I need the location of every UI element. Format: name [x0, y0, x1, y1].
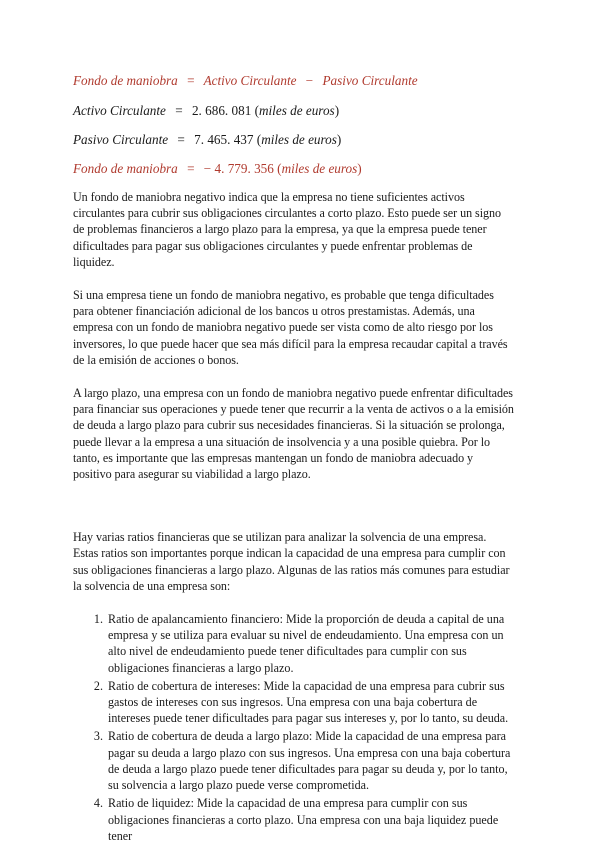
paragraph-negative-working-capital: Un fondo de maniobra negativo indica que la empresa no tiene suficientes activos circulantes para cubrir sus obligaciones circulantes a corto plazo. Esto puede ser un signo de problemas financieros a largo plazo para la empresa, ya que la empresa puede tener dificultades para pagar sus obligaciones circulantes y puede enfrentar problemas de liquidez.: [73, 190, 501, 269]
paragraph-long-term-effects: A largo plazo, una empresa con un fondo de maniobra negativo puede enfrentar dificultades para financiar sus operaciones y puede tener que recurrir a la venta de activos o a la emisión de deuda a largo plazo para cubrir sus necesidades financieras. Si la situación se prolonga, puede llevar a la empresa a una situación de insolvencia y a una posible quiebra. Por lo tanto, es importante que las empresas mantengan un fondo de maniobra adecuado y positivo para asegurar su viabilidad a largo plazo.: [73, 386, 514, 482]
formula-definition: [73, 72, 514, 89]
paragraph-solvency-intro: Hay varias ratios financieras que se utilizan para analizar la solvencia de una empresa. Estas ratios son importantes porque indican la capacidad de una empresa para cumplir con sus obligaciones financieras a largo plazo. Algunas de las ratios más comunes para estudiar la solvencia de una empresa son:: [73, 530, 510, 593]
formula-activo: [73, 102, 514, 119]
equals-sign: =: [175, 103, 183, 118]
result-value: − 4. 779. 356: [203, 161, 274, 176]
list-item: 2. Ratio de cobertura de intereses: Mide la capacidad de una empresa para cubrir sus gastos de intereses con sus ingresos. Una empresa con una baja cobertura de intereses puede tener dificultades para pagar sus intereses y, por lo tanto, su deuda.: [106, 678, 514, 727]
list-item: 4. Ratio de liquidez: Mide la capacidad de una empresa para cumplir con sus obligaciones financieras a corto plazo. Una empresa con una baja liquidez puede tener: [106, 795, 514, 844]
result-unit: (miles de euros): [277, 161, 362, 176]
equals-sign: =: [177, 132, 185, 147]
formula-term-activo: Activo Circulante: [203, 73, 297, 88]
pasivo-label: Pasivo Circulante: [73, 132, 169, 147]
list-item: 1. Ratio de apalancamiento financiero: Mide la proporción de deuda a capital de una empresa y se utiliza para evaluar su nivel de endeudamiento. Una empresa con un alto nivel de endeudamiento puede tener dificultades para cumplir con sus obligaciones financieras a largo plazo.: [106, 611, 514, 676]
formula-term-pasivo: Pasivo Circulante: [322, 73, 418, 88]
activo-label: Activo Circulante: [73, 103, 166, 118]
equals-sign: =: [187, 161, 195, 176]
paragraph-financing-difficulties: Si una empresa tiene un fondo de maniobra negativo, es probable que tenga dificultades para obtener financiación adicional de los bancos u otros prestamistas. Además, una empresa con un fondo de maniobra negativo puede ser vista como de alto riesgo por los inversores, lo que puede hacer que sea más difícil para la empresa recaudar capital a través de la emisión de acciones o bonos.: [73, 288, 508, 367]
formula-result: [73, 160, 514, 177]
pasivo-value: 7. 465. 437: [194, 132, 254, 147]
section-gap: [73, 499, 514, 529]
activo-unit: (miles de euros): [254, 103, 340, 118]
formula-lhs: Fondo de maniobra: [73, 73, 178, 88]
list-item: 3. Ratio de cobertura de deuda a largo plazo: Mide la capacidad de una empresa para pagar su deuda a largo plazo con sus ingresos. Una empresa con una baja cobertura de deuda a largo plazo puede tener dificultades para pagar su deuda y, por lo tanto, su solvencia a largo plazo puede verse comprometida.: [106, 728, 514, 793]
activo-value: 2. 686. 081: [191, 103, 252, 118]
equals-sign: =: [187, 73, 195, 88]
formula-pasivo: [73, 131, 514, 148]
result-label: Fondo de maniobra: [73, 161, 178, 176]
minus-sign: −: [305, 73, 314, 88]
pasivo-unit: (miles de euros): [256, 132, 342, 147]
ratios-list: [73, 611, 514, 844]
